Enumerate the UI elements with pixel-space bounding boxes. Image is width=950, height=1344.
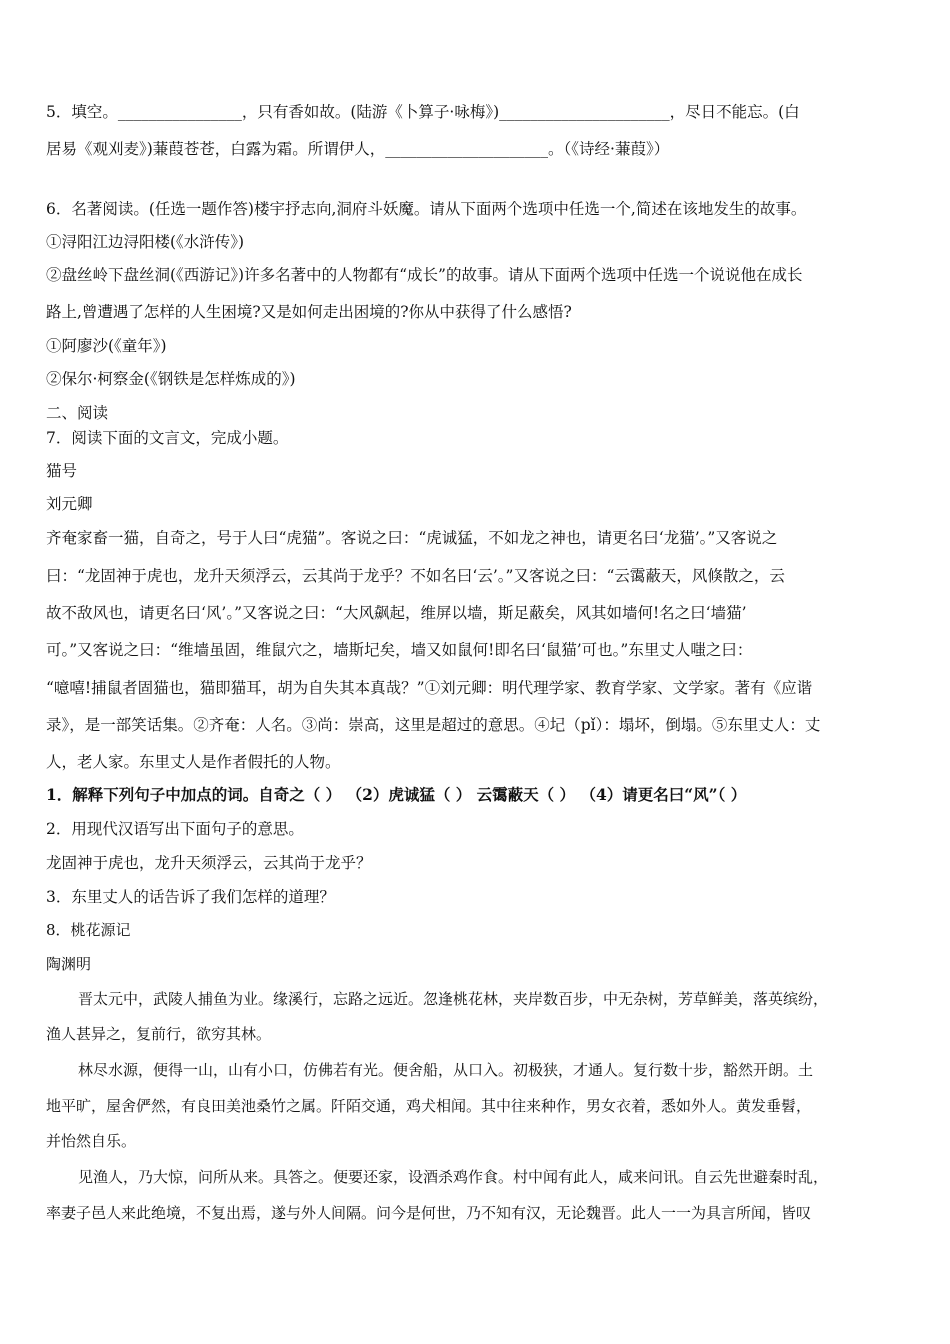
passage-maohao-line-2: 曰：“龙固神于虎也，龙升天须浮云，云其尚于龙乎？不如名曰‘云’。”又客说之曰：“云霭蔽天，风倏散之，云 [46,567,785,585]
passage-maohao-line-3: 故不敌风也，请更名曰‘风’。”又客说之曰：“大风飙起，维屏以墙，斯足蔽矣，风其如墙何!名之曰‘墙猫’ [46,604,747,622]
passage-maohao-line-1: 齐奄家畜一猫，自奇之，号于人曰“虎猫”。客说之曰：“虎诚猛，不如龙之神也，请更名曰‘龙猫’。”又客说之 [46,529,778,547]
passage-taohua-p2-line-2: 地平旷，屋舍俨然，有良田美池桑竹之属。阡陌交通，鸡犬相闻。其中往来种作，男女衣着，悉如外人。黄发垂髫， [46,1097,812,1115]
passage-maohao-line-5: “噫嘻!捕鼠者固猫也，猫即猫耳，胡为自失其本真哉？”①刘元卿：明代理学家、教育学家、文学家。著有《应谐 [46,679,813,697]
q7-sub-3: 3．东里丈人的话告诉了我们怎样的道理？ [46,888,335,906]
passage-author-tao: 陶渊明 [46,955,92,973]
passage-maohao-line-7: 人，老人家。东里丈人是作者假托的人物。 [46,753,341,771]
section-heading-reading: 二、阅读 [46,404,109,422]
q8-heading: 8．桃花源记 [46,921,131,939]
q5-line-1: 5．填空。________________，只有香如故。(陆游《卜算子·咏梅》)______________________，尽日不能忘。(白 [46,103,800,121]
q6-heading: 6．名著阅读。(任选一题作答)楼宇抒志向,洞府斗妖魔。请从下面两个选项中任选一个,简述在该地发生的故事。 [46,200,807,218]
q6-choice-2: ②保尔·柯察金(《钢铁是怎样炼成的》) [46,370,296,388]
q7-sub-1: 1．解释下列句子中加点的词。自奇之（ ） （2）虎诚猛（ ） 云霭蔽天（ ） （4）请更名曰“风”（ ） [46,785,747,804]
passage-taohua-p1-line-2: 渔人甚异之，复前行，欲穷其林。 [46,1025,272,1043]
passage-taohua-p1-line-1: 晋太元中，武陵人捕鱼为业。缘溪行，忘路之远近。忽逢桃花林，夹岸数百步，中无杂树，芳草鲜美，落英缤纷， [78,990,829,1008]
passage-maohao-line-4: 可。”又客说之曰：“维墙虽固，维鼠穴之，墙斯圮矣，墙又如鼠何!即名曰‘鼠猫’可也。”东里丈人嗤之曰： [46,641,753,659]
q6-choice-1: ①阿廖沙(《童年》) [46,337,167,355]
q7-sub-2: 2．用现代汉语写出下面句子的意思。 [46,820,304,838]
passage-title-maohao: 猫号 [46,462,78,480]
passage-taohua-p3-line-2: 率妻子邑人来此绝境，不复出焉，遂与外人间隔。问今是何世，乃不知有汉，无论魏晋。此人一一为具言所闻，皆叹 [46,1204,812,1222]
passage-maohao-line-6: 录》，是一部笑话集。②齐奄：人名。③尚：崇高，这里是超过的意思。④圮（pǐ）：塌坏，倒塌。⑤东里丈人：丈 [46,716,821,734]
passage-taohua-p2-line-1: 林尽水源，便得一山，山有小口，仿佛若有光。便舍船，从口入。初极狭，才通人。复行数十步，豁然开朗。土 [78,1061,814,1079]
q6-option-2: ②盘丝岭下盘丝洞(《西游记》)许多名著中的人物都有“成长”的故事。请从下面两个选项中任选一个说说他在成长 [46,266,803,284]
passage-author-liu: 刘元卿 [46,495,93,513]
q7-heading: 7．阅读下面的文言文，完成小题。 [46,429,289,447]
q6-option-1: ①浔阳江边浔阳楼(《水浒传》) [46,233,245,251]
passage-taohua-p2-line-3: 并怡然自乐。 [46,1132,137,1150]
passage-taohua-p3-line-1: 见渔人，乃大惊，问所从来。具答之。便要还家，设酒杀鸡作食。村中闻有此人，咸来问讯。自云先世避秦时乱， [78,1168,829,1186]
q5-line-2: 居易《观刈麦》)蒹葭苍苍，白露为霜。所谓伊人，_____________________。（《诗经·蒹葭》） [46,140,670,158]
q6-option-2-cont: 路上,曾遭遇了怎样的人生困境?又是如何走出困境的?你从中获得了什么感悟? [46,303,572,321]
q7-sub-2-sentence: 龙固神于虎也，龙升天须浮云，云其尚于龙乎？ [46,854,372,872]
